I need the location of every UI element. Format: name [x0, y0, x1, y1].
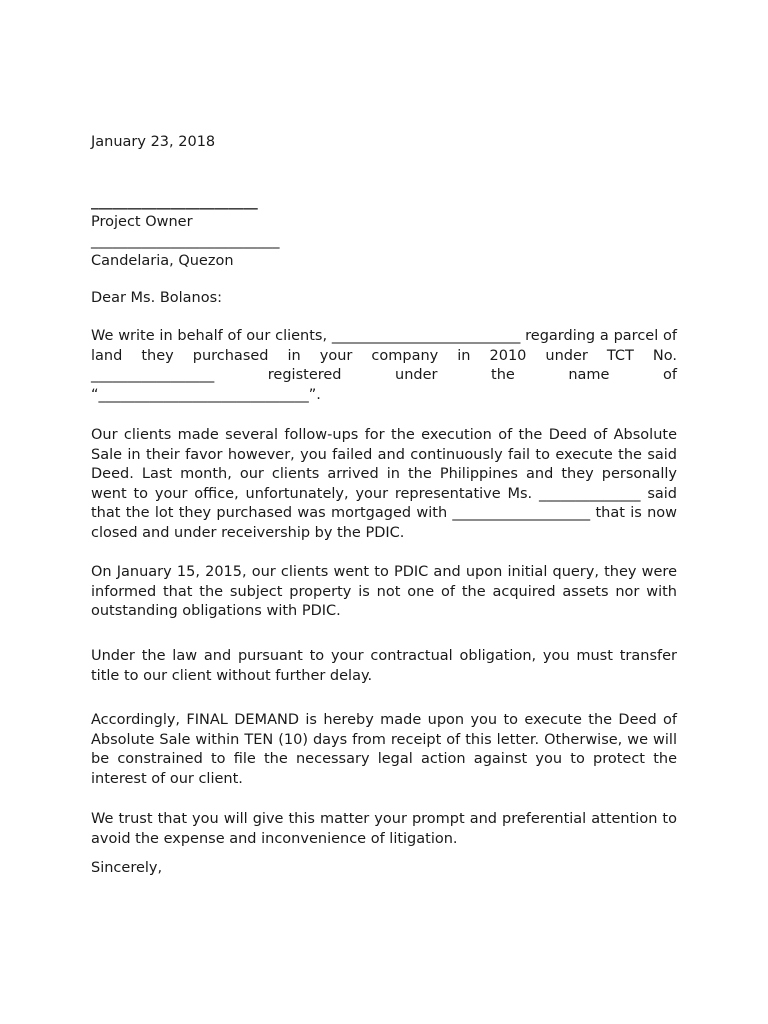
recipient-title: Project Owner [91, 213, 193, 230]
salutation: Dear Ms. Bolanos: [91, 290, 223, 306]
paragraph-clients-line1: We write in behalf of our clients, __________________________ regarding a parcel of land they purchased in your company in 2010 under TCT No. [91, 328, 677, 364]
paragraph-pdic-query [91, 563, 677, 622]
paragraph-clients-line2: _________________ registered under the name of [91, 367, 677, 383]
closing: Sincerely, [91, 860, 163, 876]
paragraph-clients [91, 327, 677, 405]
paragraph-follow-ups [91, 426, 677, 543]
paragraph-trust [91, 810, 677, 849]
recipient-block [91, 193, 280, 271]
letter-date: January 23, 2018 [91, 134, 216, 150]
paragraph-follow-ups-text: Our clients made several follow-ups for the execution of the Deed of Absolute Sale in their favor however, you failed and continuously fail to execute the said Deed. Last month, our clients arrived in the Philippines and they personally went to your office, unfortunately, your representative Ms. ______________ said that the lot they purchased was mortgaged with ___________________ that is now closed and under receivership by the PDIC. [91, 427, 677, 541]
paragraph-trust-text: We trust that you will give this matter your prompt and preferential attention to avoid the expense and inconvenience of litigation. [91, 811, 677, 847]
paragraph-final-demand [91, 711, 677, 789]
paragraph-final-demand-text: Accordingly, FINAL DEMAND is hereby made upon you to execute the Deed of Absolute Sale within TEN (10) days from receipt of this letter. Otherwise, we will be constrained to file the necessary legal action against you to protect the interest of our client. [91, 712, 677, 787]
recipient-address-blank: __________________________ [91, 233, 280, 249]
recipient-name-blank: _______________________ [91, 194, 258, 210]
paragraph-obligation-text: Under the law and pursuant to your contractual obligation, you must transfer title to our client without further delay. [91, 648, 677, 684]
paragraph-clients-line3: “_____________________________”. [91, 386, 321, 403]
paragraph-obligation [91, 647, 677, 686]
paragraph-pdic-query-text: On January 15, 2015, our clients went to PDIC and upon initial query, they were informed that the subject property is not one of the acquired assets nor with outstanding obligations with PDIC. [91, 564, 677, 619]
recipient-location: Candelaria, Quezon [91, 252, 234, 269]
